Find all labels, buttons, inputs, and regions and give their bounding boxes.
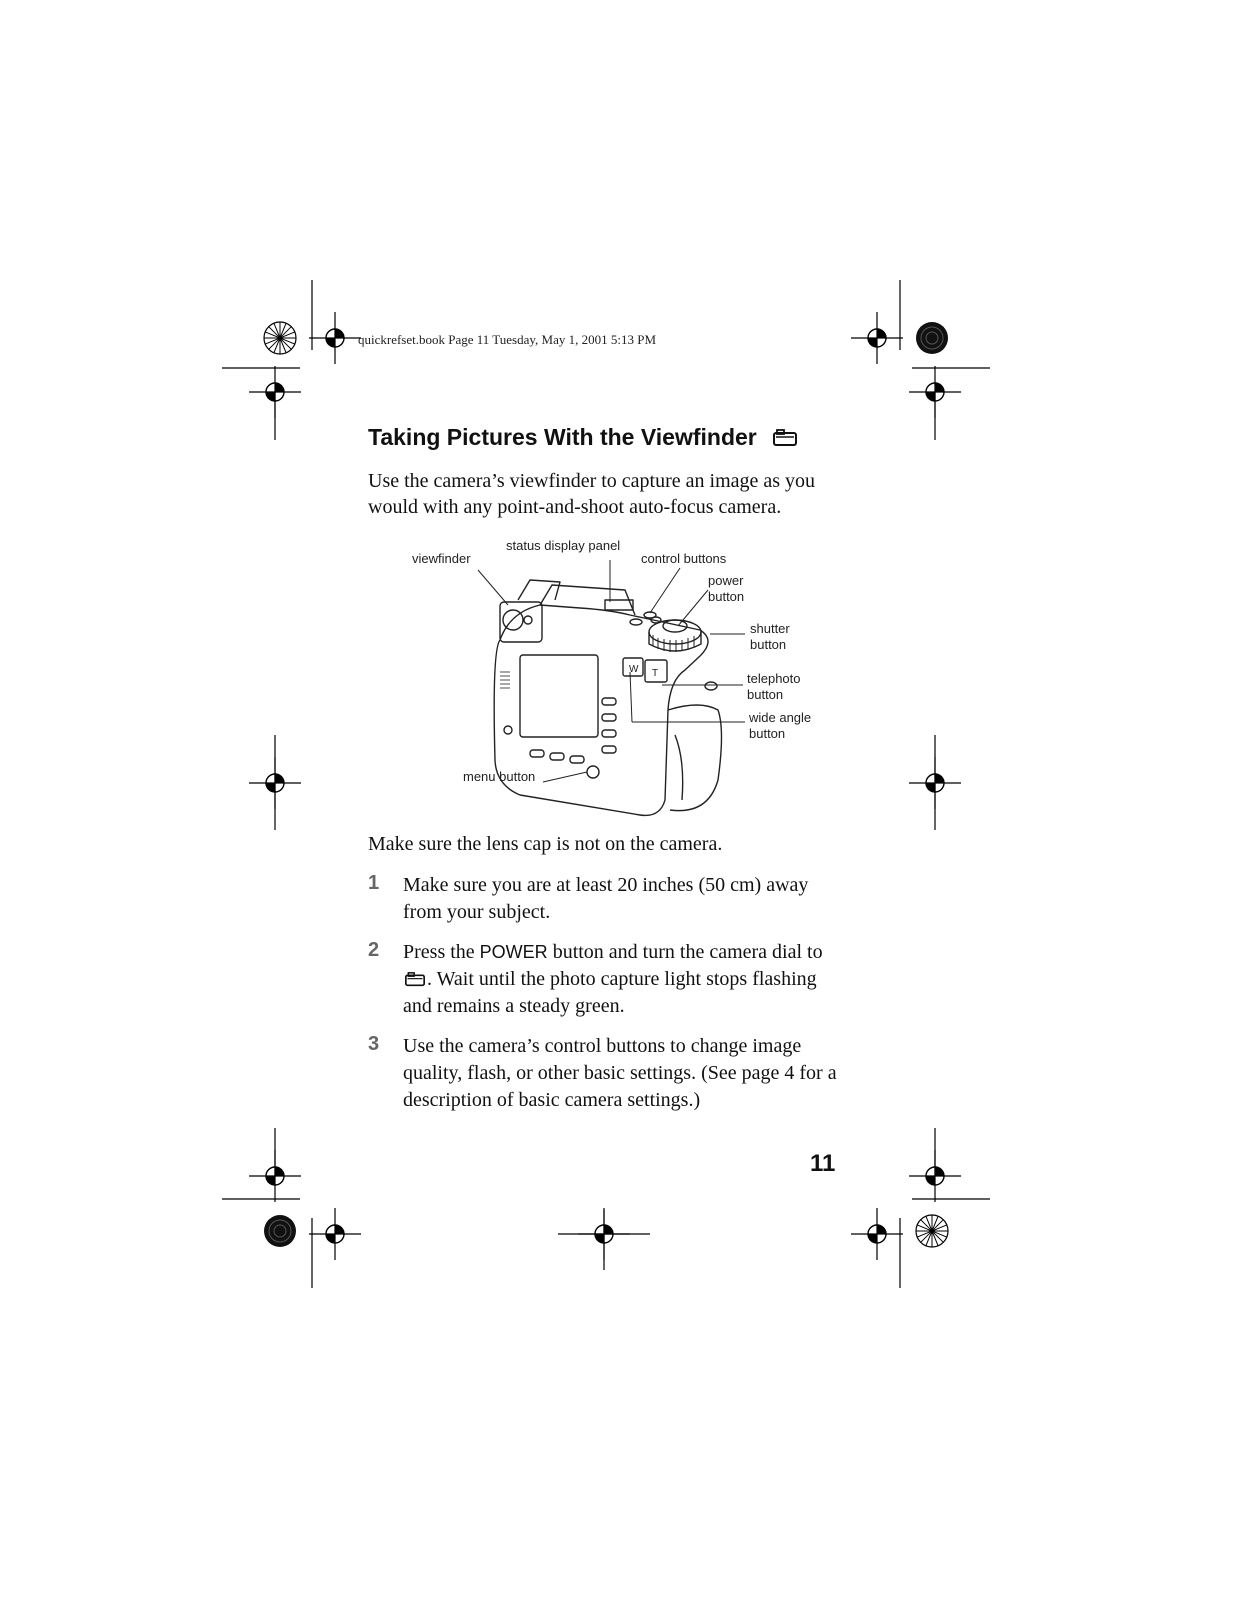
power-key-label: POWER [479,942,548,962]
lens-cap-note: Make sure the lens cap is not on the camera. [368,833,723,855]
svg-text:T: T [652,668,659,679]
step-text: Make sure you are at least 20 inches (50 cm) away from your subject. [403,874,809,923]
label-telephoto-button: telephoto button [747,671,801,702]
step-text-pre: Press the [403,941,480,963]
camera-mode-icon [773,429,797,447]
step-text [403,939,843,1020]
label-control-buttons: control buttons [641,551,727,566]
registration-mark-icon [309,312,361,364]
page-number: 11 [810,1150,836,1177]
step-number: 2 [368,939,380,961]
print-slug: quickrefset.book Page 11 Tuesday, May 1, 2001 5:13 PM [358,332,657,347]
registration-mark-icon [249,757,301,809]
step-text-post: . Wait until the photo capture light stops flashing and remains a steady green. [403,968,817,1017]
label-menu-button: menu button [463,769,536,784]
page-title-text: Taking Pictures With the Viewfinder [368,424,757,450]
registration-mark-icon [249,1150,301,1202]
label-power-button: power button [708,573,745,604]
label-viewfinder: viewfinder [412,551,471,566]
color-wheel-icon [264,1215,296,1247]
step-number: 1 [368,872,380,894]
label-status-display-panel: status display panel [506,538,621,553]
svg-text:W: W [629,664,639,675]
label-shutter-button: shutter button [750,621,790,652]
step-text-mid: button and turn the camera dial to [547,941,823,963]
registration-mark-icon [851,1208,903,1260]
step-number: 3 [368,1033,380,1055]
label-wide-angle-button: wide angle button [749,710,812,741]
step-text: Use the camera’s control buttons to change image quality, flash, or other basic settings. (See page 4 for a description of basic camera settings.) [403,1035,837,1111]
registration-mark-icon [851,312,903,364]
page-title [368,424,797,451]
color-wheel-icon [264,322,296,354]
camera-mode-icon [405,972,425,987]
registration-mark-icon [909,1150,961,1202]
color-wheel-icon [916,322,948,354]
intro-paragraph: Use the camera’s viewfinder to capture an image as you would with any point-and-shoot auto-focus camera. [368,470,816,518]
registration-mark-icon [909,757,961,809]
registration-mark-icon [309,1208,361,1260]
color-wheel-icon [916,1215,948,1247]
